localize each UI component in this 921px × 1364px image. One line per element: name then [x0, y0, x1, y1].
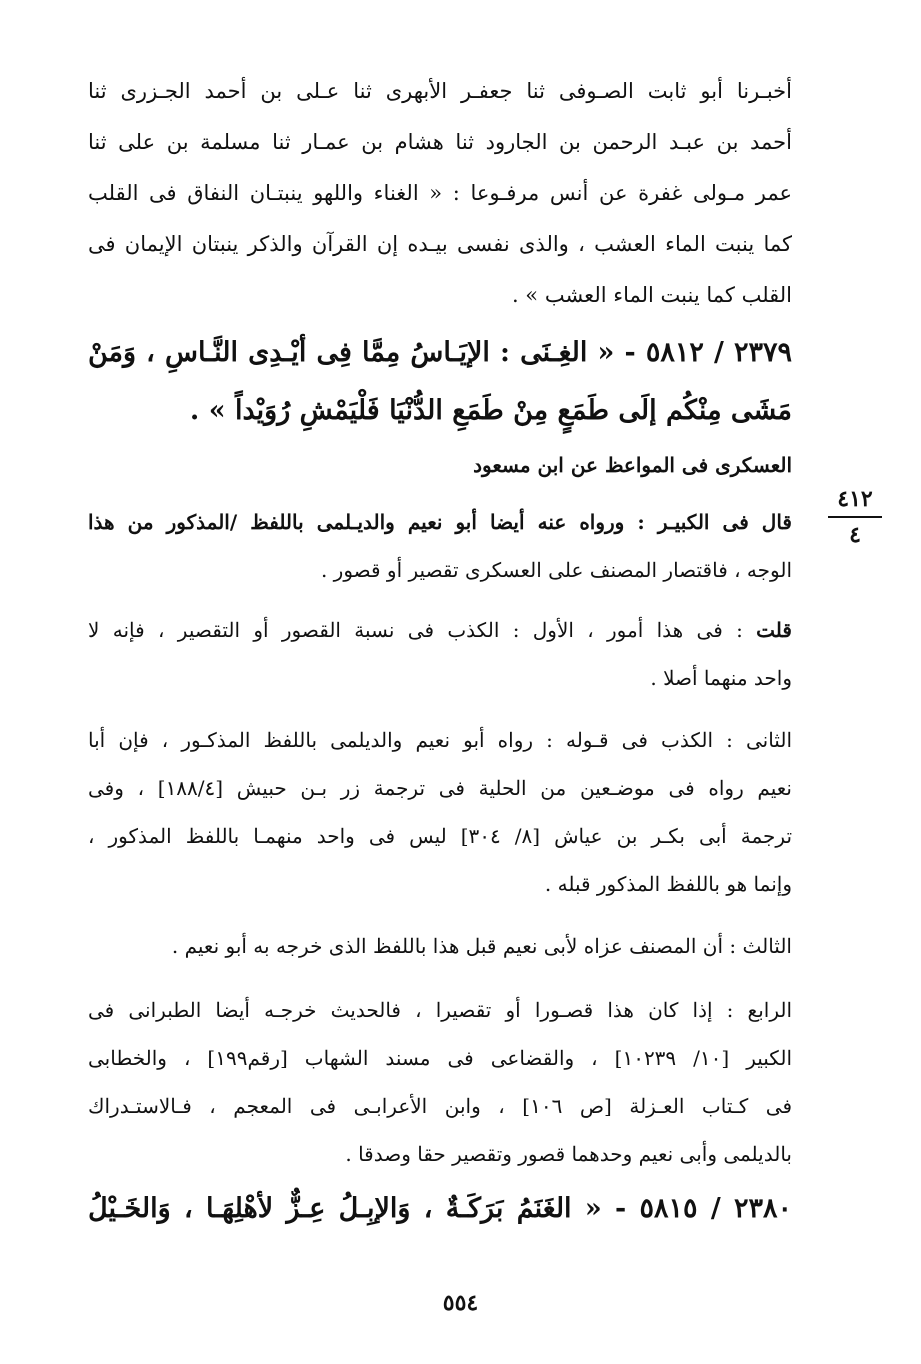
text-line-part: قال فى الكبيـر : ورواه عنه أيضا أبو نعيم والديـلمى باللفظ /المذكور من هذا — [88, 510, 792, 534]
text-line — [88, 498, 792, 546]
text-line: عمر مـولى غفرة عن أنس مرفـوعا : « الغناء واللهو ينبتـان النفاق فى القلب — [88, 181, 792, 205]
text-line: فى كـتاب العـزلة [ص ١٠٦] ، وابن الأعرابـى فى المعجم ، فـالاستـدراك — [88, 1094, 793, 1118]
text-line: نعيم رواه فى موضـعين من الحلية فى ترجمة زر بـن حبيش [١٨٨/٤] ، وفى — [88, 776, 792, 800]
text-line: الكبير [١٠/ ١٠٢٣٩] ، والقضاعى فى مسند الشهاب [رقم١٩٩] ، والخطابى — [88, 1046, 793, 1070]
text-line — [88, 606, 792, 654]
isnad-paragraph — [88, 66, 792, 321]
margin-ref-bottom: ٤ — [849, 522, 861, 548]
text-line: ترجمة أبى بكـر بن عياش [٨/ ٣٠٤] ليس فى واحد منهمـا باللفظ المذكور ، — [88, 824, 793, 848]
hadith-line: ٢٣٨٠ / ٥٨١٥ - « الغَنَمُ بَرَكَـةٌ ، وَالإبِـلُ عِـزٌّ لأهْلِهَـا ، وَالخَـيْلُ — [88, 1193, 792, 1224]
text-line: الثانى : الكذب فى قـوله : رواه أبو نعيم والديلمى باللفظ المذكـور ، فإن أبا — [88, 728, 792, 752]
hadith-line: مَشَى مِنْكُم إلَى طَمَعٍ مِنْ طَمَعِ الدُّنْيَا فَلْيَمْشِ رُوَيْداً » . — [189, 395, 792, 426]
text-line: أحمد بن عبـد الرحمن بن الجارود ثنا هشام بن عمـار ثنا مسلمة بن على ثنا — [88, 130, 792, 154]
source-line: العسكرى فى المواعظ عن ابن مسعود — [473, 453, 792, 477]
commentary-third — [88, 922, 792, 970]
hadith-2379 — [88, 324, 792, 440]
hadith-source — [88, 446, 792, 484]
text-line: كما ينبت الماء العشب ، والذى نفسى بيـده إن القرآن والذكر ينبتان الإيمان فى — [88, 232, 792, 256]
commentary-second — [88, 716, 792, 908]
hadith-line: ٢٣٧٩ / ٥٨١٢ - « الغِـنَى : الإيَـاسُ مِمَّا فِى أيْـدِى النَّـاسِ ، وَمَنْ — [88, 337, 792, 368]
text-line: وإنما هو باللفظ المذكور قبله . — [544, 872, 792, 896]
text-line: أخبـرنا أبو ثابت الصـوفى ثنا جعفـر الأبهرى ثنا عـلى بن أحمد الجـزرى ثنا — [88, 79, 792, 103]
text-line: القلب كما ينبت الماء العشب » . — [511, 283, 792, 307]
text-line: الثالث : أن المصنف عزاه لأبى نعيم قبل هذا باللفظ الذى خرجه به أبو نعيم . — [171, 934, 792, 958]
hadith-2380 — [88, 1180, 792, 1238]
margin-volume-reference — [824, 486, 886, 548]
qultu-heading: قلت — [756, 618, 792, 642]
commentary-fourth — [88, 986, 792, 1178]
commentary-kabir — [88, 498, 792, 594]
margin-ref-rule — [828, 516, 882, 518]
page-number: ٥٥٤ — [442, 1290, 479, 1316]
text-line: الوجه ، فاقتصار المصنف على العسكرى تقصير أو قصور . — [320, 558, 792, 582]
text-line: الرابع : إذا كان هذا قصـورا أو تقصيرا ، فالحديث خرجـه أيضا الطبرانى فى — [88, 998, 792, 1022]
text-line: بالديلمى وأبى نعيم وحدهما قصور وتقصير حقا وصدقا . — [345, 1142, 792, 1166]
commentary-qultu — [88, 606, 792, 702]
text-line-part: : فى هذا أمور ، الأول : الكذب فى نسبة القصور أو التقصير ، فإنه لا — [88, 618, 757, 642]
text-line: واحد منهما أصلا . — [650, 666, 792, 690]
margin-ref-top: ٤١٢ — [837, 486, 873, 512]
